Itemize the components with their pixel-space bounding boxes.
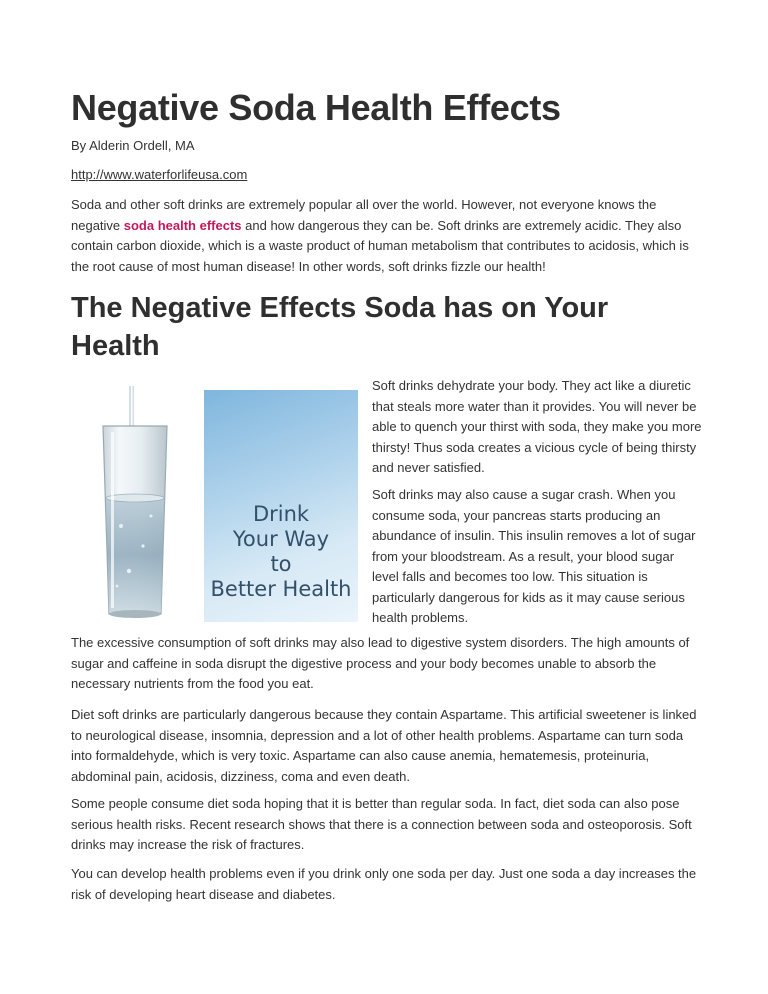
intro-text-before: Soda and other soft drinks are extremely popular all over the world. However, not everyone knows the negative [71,197,657,233]
author-byline: By Alderin Ordell, MA [71,138,195,153]
soda-health-effects-link[interactable]: soda health effects [123,217,242,233]
poster-line: Drink [252,502,310,526]
website-link[interactable]: http://www.waterforlifeusa.com [71,167,248,182]
intro-text-after: and how dangerous they can be. Soft drinks are extremely acidic. They also contain carbon dioxide, which is a waste product of human metabolism that contributes to acidosis, which is the root cause of most human disease! In other words, soft drinks fizzle our health! [71,217,689,274]
water-glass-icon [71,386,203,624]
digestive-paragraph: The excessive consumption of soft drinks may also lead to digestive system disorders. The high amounts of sugar and caffeine in soda disrupt the digestive process and your body becomes unable to absorb the necessary nutrients from the food you eat. [71,635,690,691]
water-glass-image [71,386,203,624]
one-soda-paragraph: You can develop health problems even if you drink only one soda per day. Just one soda a day increases the risk of developing heart disease and diabetes. [71,866,697,902]
poster-caption [204,502,358,602]
poster-line: to [270,552,292,576]
dehydration-paragraph: Soft drinks dehydrate your body. They act like a diuretic that steals more water than it provides. You will never be able to quench your thirst with soda, they make you more thirsty! Thus soda creates a vicious cycle of being thirsty and never satisfied. [372,378,702,475]
diet-soda-paragraph: Some people consume diet soda hoping that it is better than regular soda. In fact, diet soda can also pose serious health risks. Recent research shows that there is a connection between soda and osteoporosis. Soft drinks may increase the risk of fractures. [71,796,692,852]
section-heading: The Negative Effects Soda has on Your Health [71,292,609,362]
aspartame-paragraph: Diet soft drinks are particularly dangerous because they contain Aspartame. This artificial sweetener is linked to neurological disease, insomnia, depression and a lot of other health problems. Aspartame can turn soda into formaldehyde, which is very toxic. Aspartame can also cause anemia, hematemesis, proteinuria, abdominal pain, acidosis, dizziness, coma and even death. [71,707,697,784]
sugar-crash-paragraph: Soft drinks may also cause a sugar crash. When you consume soda, your pancreas starts producing an abundance of insulin. This insulin removes a lot of sugar from your bloodstream. As a result, your blood sugar level falls and becomes too low. This situation is particularly dangerous for kids as it may cause serious health problems. [372,487,696,625]
intro-paragraph [71,195,707,277]
drink-your-way-poster [204,390,358,622]
page-title: Negative Soda Health Effects [71,87,561,128]
poster-line: Your Way [232,527,330,551]
poster-line: Better Health [210,577,352,601]
